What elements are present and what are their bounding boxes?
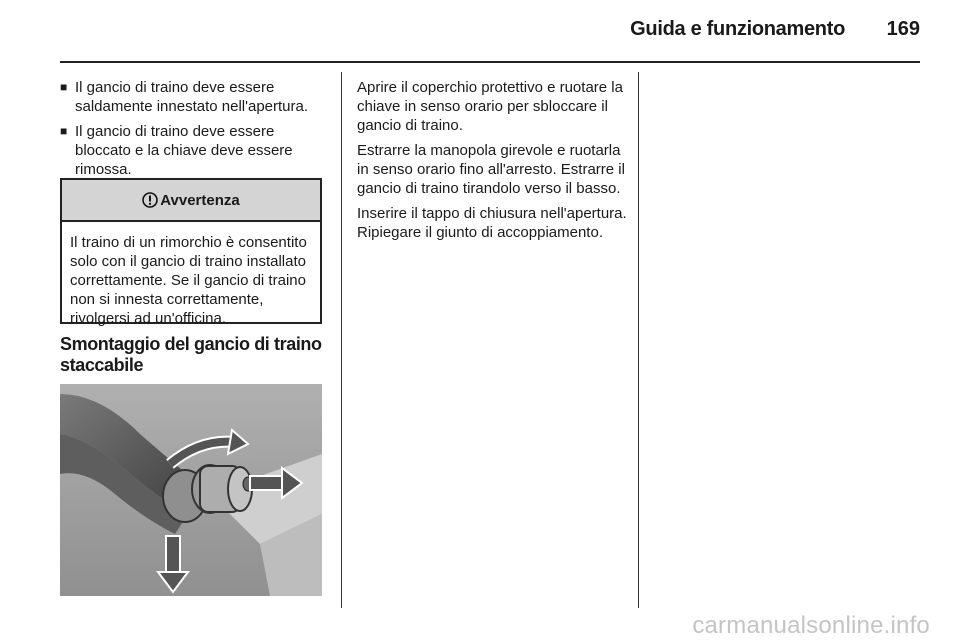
instruction-paragraph: Inserire il tappo di chiusura nell'apertura. Ripiegare il giunto di accoppiamento. xyxy=(357,205,627,241)
warning-title: Avvertenza xyxy=(160,191,240,209)
bullet-square-icon: ■ xyxy=(60,80,68,94)
right-column xyxy=(357,78,627,248)
warning-body: Il traino di un rimorchio è consentito solo con il gancio di traino installato correttamente. Se il gancio di traino non si innesta correttamente, rivolgersi ad un'officina. xyxy=(70,234,307,327)
watermark: carmanualsonline.info xyxy=(692,612,930,639)
page-header-title: Guida e funzionamento xyxy=(630,18,845,40)
bullet-text: Il gancio di traino deve essere bloccato e la chiave deve essere rimossa. xyxy=(75,123,293,178)
instruction-paragraph: Estrarre la manopola girevole e ruotarla in senso orario fino all'arresto. Estrarre il gancio di traino tirandolo verso il basso. xyxy=(357,142,625,197)
instruction-paragraph: Aprire il coperchio protettivo e ruotare la chiave in senso orario per sbloccare il gancio di traino. xyxy=(357,79,623,134)
warning-header xyxy=(62,180,320,222)
bullet-item xyxy=(60,122,324,179)
warning-triangle-icon xyxy=(142,192,158,208)
bullet-text: Il gancio di traino deve essere saldamente innestato nell'apertura. xyxy=(75,79,309,115)
column-divider-2 xyxy=(638,72,639,608)
section-heading: Smontaggio del gancio di traino staccabile xyxy=(60,334,322,375)
column-divider-1 xyxy=(341,72,342,608)
page-number: 169 xyxy=(886,18,920,40)
left-column xyxy=(60,78,324,185)
towing-hitch-illustration xyxy=(60,384,322,596)
header-divider xyxy=(60,61,920,63)
warning-box xyxy=(60,178,322,327)
bullet-item xyxy=(60,78,324,116)
bullet-square-icon: ■ xyxy=(60,124,68,138)
bullet-list xyxy=(60,78,324,179)
